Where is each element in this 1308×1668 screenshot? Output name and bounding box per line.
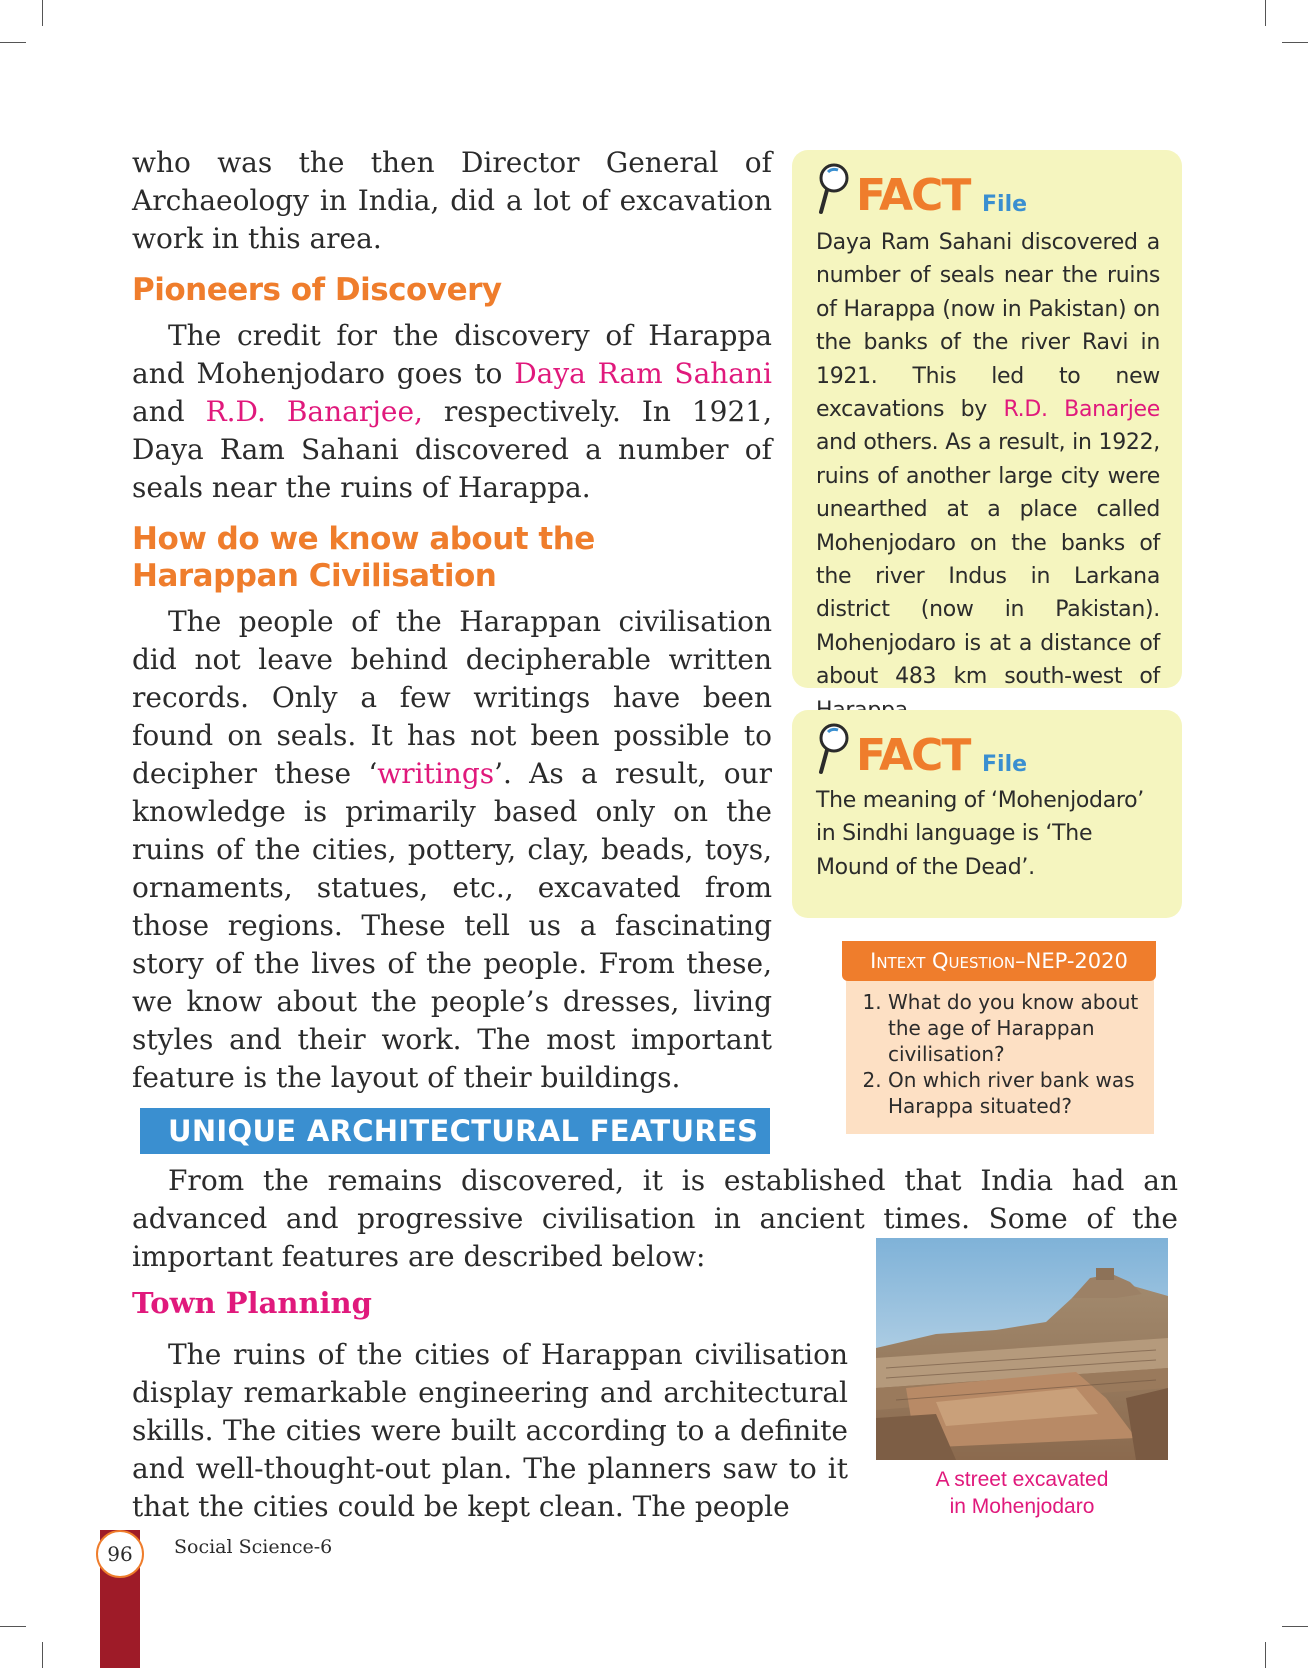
crop-mark	[42, 1642, 43, 1668]
pioneers-text: and	[132, 395, 206, 428]
book-title: Social Science-6	[174, 1536, 333, 1558]
pioneers-text: respectively. In 1921, Daya Ram Sahani discovered a number of seals near the ruins of Harappa.	[132, 395, 772, 504]
fact-label: FACT	[856, 730, 970, 781]
fact-text: Daya Ram Sahani discovered a number of seals near the ruins of Harappa (now in Pakistan) on the banks of the river Ravi in 1921. This led to new excavations by	[816, 230, 1160, 423]
file-label: File	[982, 752, 1028, 777]
crop-mark	[0, 42, 26, 43]
intext-title-text: Intext Question–NEP-2020	[870, 949, 1128, 973]
crop-mark	[1282, 42, 1308, 43]
magnifier-icon	[814, 720, 860, 780]
intext-question: 1. What do you know about the age of Harappan civilisation?	[888, 989, 1144, 1067]
pioneers-heading: Pioneers of Discovery	[132, 272, 502, 308]
fact-file-box	[792, 710, 1182, 918]
crop-mark	[1282, 1626, 1308, 1627]
fact-text: and others. As a result, in 1922, ruins of another large city were unearthed at a place called Mohenjodaro on the banks of the river Indus in Larkana district (now in Pakistan). Mohenjodaro is at a distance of about 483 km south-west of	[816, 430, 1160, 690]
how-text: ’. As a result, our knowledge is primarily based only on the ruins of the cities, pottery, clay, beads, toys, ornaments, statues, etc., excavated from those regions. These tell us a fascinating story of the lives of the people. From these, we know about the people’s dresses, living styles and their work. The most important feature is the layout of their buildings.	[132, 757, 772, 1094]
writings-term: writings	[377, 757, 495, 790]
pioneers-paragraph	[132, 317, 772, 507]
intro-paragraph: who was the then Director General of Archaeology in India, did a lot of excavation work in this area.	[132, 146, 772, 255]
rd-banarjee-link: R.D. Banarjee	[1003, 397, 1161, 423]
fact-file-text	[792, 226, 1182, 727]
town-planning-paragraph: The ruins of the cities of Harappan civilisation display remarkable engineering and architectural skills. The cities were built according to a definite and well-thought-out plan. The planners saw to it that the cities could be kept clean. The people	[132, 1338, 848, 1523]
fact-file-header	[792, 710, 1182, 790]
how-heading: How do we know about the Harappan Civilisation	[132, 521, 595, 594]
intext-question-title	[842, 941, 1156, 981]
photo-caption	[880, 1466, 1164, 1520]
page-number: 96	[96, 1530, 144, 1578]
town-planning-block	[132, 1336, 848, 1526]
fact-label: FACT	[856, 170, 970, 221]
crop-mark	[1265, 0, 1266, 26]
crop-mark	[0, 1626, 26, 1627]
crop-mark	[1265, 1642, 1266, 1668]
daya-ram-sahani-link: Daya Ram Sahani	[514, 357, 772, 390]
features-paragraph: From the remains discovered, it is established that India had an advanced and progressive civilisation in ancient times. Some of the important features are described below:	[132, 1164, 1178, 1273]
caption-line: in Mohenjodaro	[949, 1495, 1095, 1518]
rd-banarjee-link: R.D. Banarjee,	[205, 395, 423, 428]
mohenjodaro-street-photo	[876, 1238, 1168, 1460]
section-banner	[140, 1108, 770, 1154]
intext-question: 2. On which river bank was Harappa situated?	[888, 1067, 1144, 1119]
file-label: File	[982, 192, 1028, 217]
town-planning-heading: Town Planning	[132, 1286, 372, 1320]
magnifier-icon	[814, 160, 860, 220]
left-column	[132, 144, 772, 1097]
banner-title: UNIQUE ARCHITECTURAL FEATURES	[168, 1114, 759, 1148]
crop-mark	[42, 0, 43, 26]
fact-file-text: The meaning of ‘Mohenjodaro’ in Sindhi language is ‘The Mound of the Dead’.	[816, 788, 1145, 880]
how-paragraph	[132, 603, 772, 1097]
caption-line: A street excavated	[935, 1468, 1109, 1491]
fact-file-box	[792, 150, 1182, 688]
pioneers-text: The credit for the discovery of Harappa and Mohenjodaro goes to	[132, 319, 772, 390]
how-text: The people of the Harappan civilisation did not leave behind decipherable written records. Only a few writings have been found on seals. It has not been possible to decipher these ‘	[132, 605, 772, 790]
fact-file-header	[792, 150, 1182, 230]
